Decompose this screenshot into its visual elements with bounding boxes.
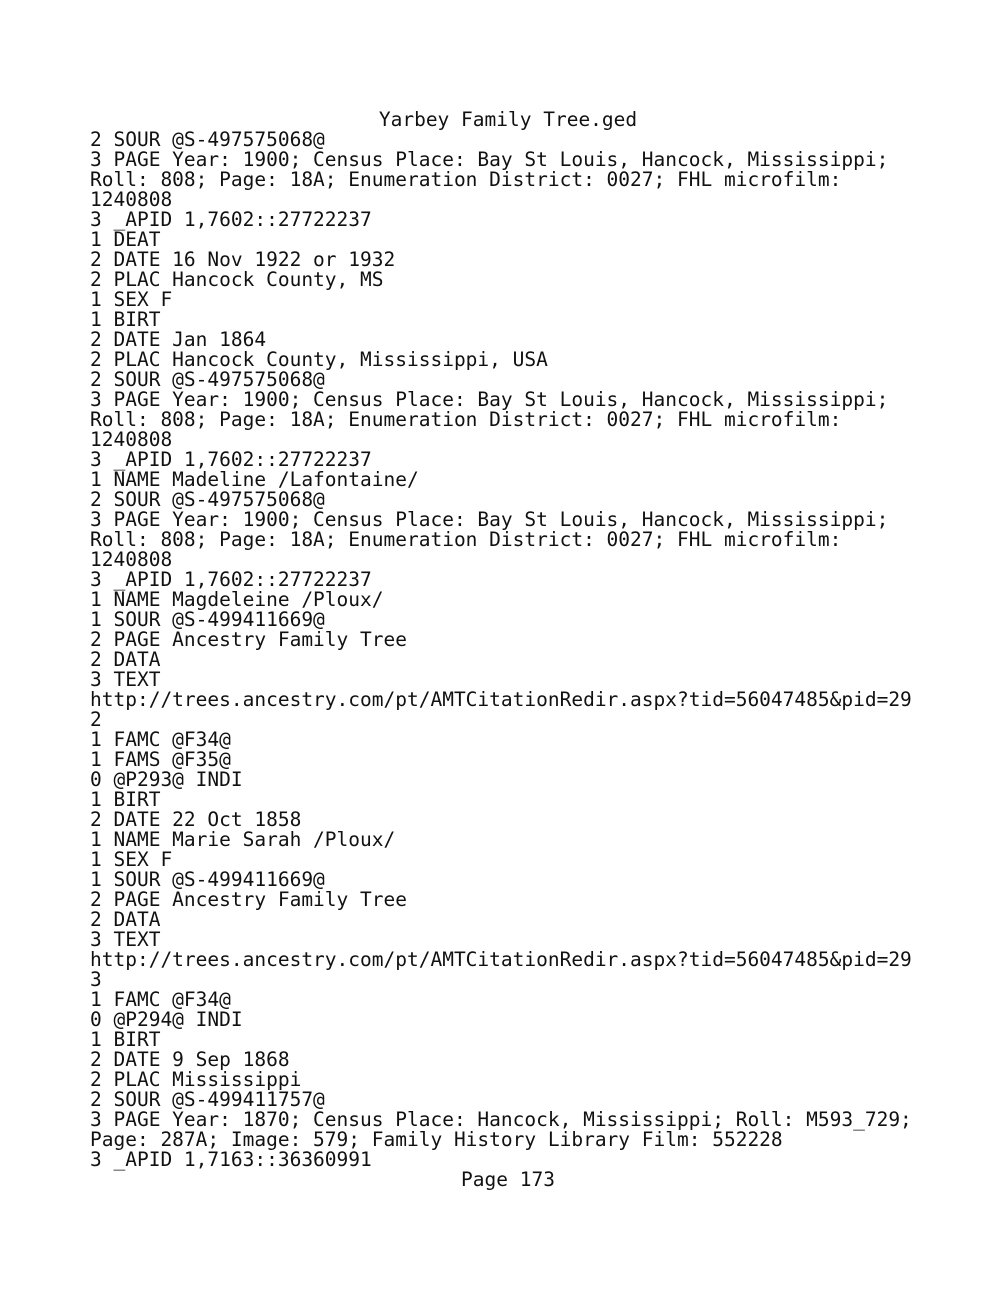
ged-line: 3 _APID 1,7602::27722237 [90,568,372,591]
ged-line: 2 SOUR @S-497575068@ [90,368,325,391]
ged-line: 3 TEXT [90,928,161,951]
ged-line: 3 PAGE Year: 1900; Census Place: Bay St Louis, Hancock, Mississippi; [90,508,889,531]
ged-line: 2 DATA [90,648,161,671]
ged-line: 2 PLAC Hancock County, MS [90,268,384,291]
ged-line: 3 _APID 1,7163::36360991 [90,1148,372,1171]
ged-record-text [90,130,912,1170]
ged-line: 1 SOUR @S-499411669@ [90,868,325,891]
ged-line: 2 PAGE Ancestry Family Tree [90,888,407,911]
ged-line: 2 DATE 9 Sep 1868 [90,1048,290,1071]
ged-line: 1 NAME Madeline /Lafontaine/ [90,468,419,491]
ged-line: 3 _APID 1,7602::27722237 [90,448,372,471]
ged-line: 3 PAGE Year: 1900; Census Place: Bay St Louis, Hancock, Mississippi; [90,388,889,411]
ged-line: 1 NAME Marie Sarah /Ploux/ [90,828,396,851]
ged-line: 3 PAGE Year: 1870; Census Place: Hancock, Mississippi; Roll: M593_729; [90,1108,912,1131]
ged-line: 0 @P294@ INDI [90,1008,243,1031]
ged-line: 1 BIRT [90,1028,161,1051]
ged-line: Page: 287A; Image: 579; Family History Library Film: 552228 [90,1128,783,1151]
ged-line: 1 FAMC @F34@ [90,988,231,1011]
ged-line: 1 SOUR @S-499411669@ [90,608,325,631]
ged-line: 2 DATE 16 Nov 1922 or 1932 [90,248,396,271]
ged-line: 1 BIRT [90,308,161,331]
ged-line: 2 SOUR @S-499411757@ [90,1088,325,1111]
ged-line: Roll: 808; Page: 18A; Enumeration District: 0027; FHL microfilm: [90,168,842,191]
ged-line: 1240808 [90,188,173,211]
ged-line: 1 BIRT [90,788,161,811]
ged-line: http://trees.ancestry.com/pt/AMTCitationRedir.aspx?tid=56047485&pid=29 [90,688,912,711]
ged-line: 0 @P293@ INDI [90,768,243,791]
ged-line: 2 DATE Jan 1864 [90,328,267,351]
ged-line: Roll: 808; Page: 18A; Enumeration District: 0027; FHL microfilm: [90,408,842,431]
ged-line: Roll: 808; Page: 18A; Enumeration District: 0027; FHL microfilm: [90,528,842,551]
ged-line: 2 PAGE Ancestry Family Tree [90,628,407,651]
ged-line: 1240808 [90,548,173,571]
ged-line: 2 [90,708,102,731]
ged-line: 2 SOUR @S-497575068@ [90,128,325,151]
ged-line: 3 _APID 1,7602::27722237 [90,208,372,231]
ged-line: 1 SEX F [90,288,173,311]
ged-line: 2 SOUR @S-497575068@ [90,488,325,511]
ged-line: 1 NAME Magdeleine /Ploux/ [90,588,384,611]
ged-line: 2 PLAC Hancock County, Mississippi, USA [90,348,548,371]
ged-line: 3 PAGE Year: 1900; Census Place: Bay St Louis, Hancock, Mississippi; [90,148,889,171]
ged-line: 2 DATE 22 Oct 1858 [90,808,302,831]
ged-line: 3 TEXT [90,668,161,691]
ged-line: http://trees.ancestry.com/pt/AMTCitationRedir.aspx?tid=56047485&pid=29 [90,948,912,971]
ged-line: 1 FAMC @F34@ [90,728,231,751]
ged-line: 2 DATA [90,908,161,931]
ged-line: 2 PLAC Mississippi [90,1068,302,1091]
ged-line: 1240808 [90,428,173,451]
document-title: Yarbey Family Tree.ged [378,108,638,131]
ged-line: 1 DEAT [90,228,161,251]
page-number: Page 173 [461,1168,555,1191]
ged-line: 3 [90,968,102,991]
ged-line: 1 FAMS @F35@ [90,748,231,771]
ged-line: 1 SEX F [90,848,173,871]
